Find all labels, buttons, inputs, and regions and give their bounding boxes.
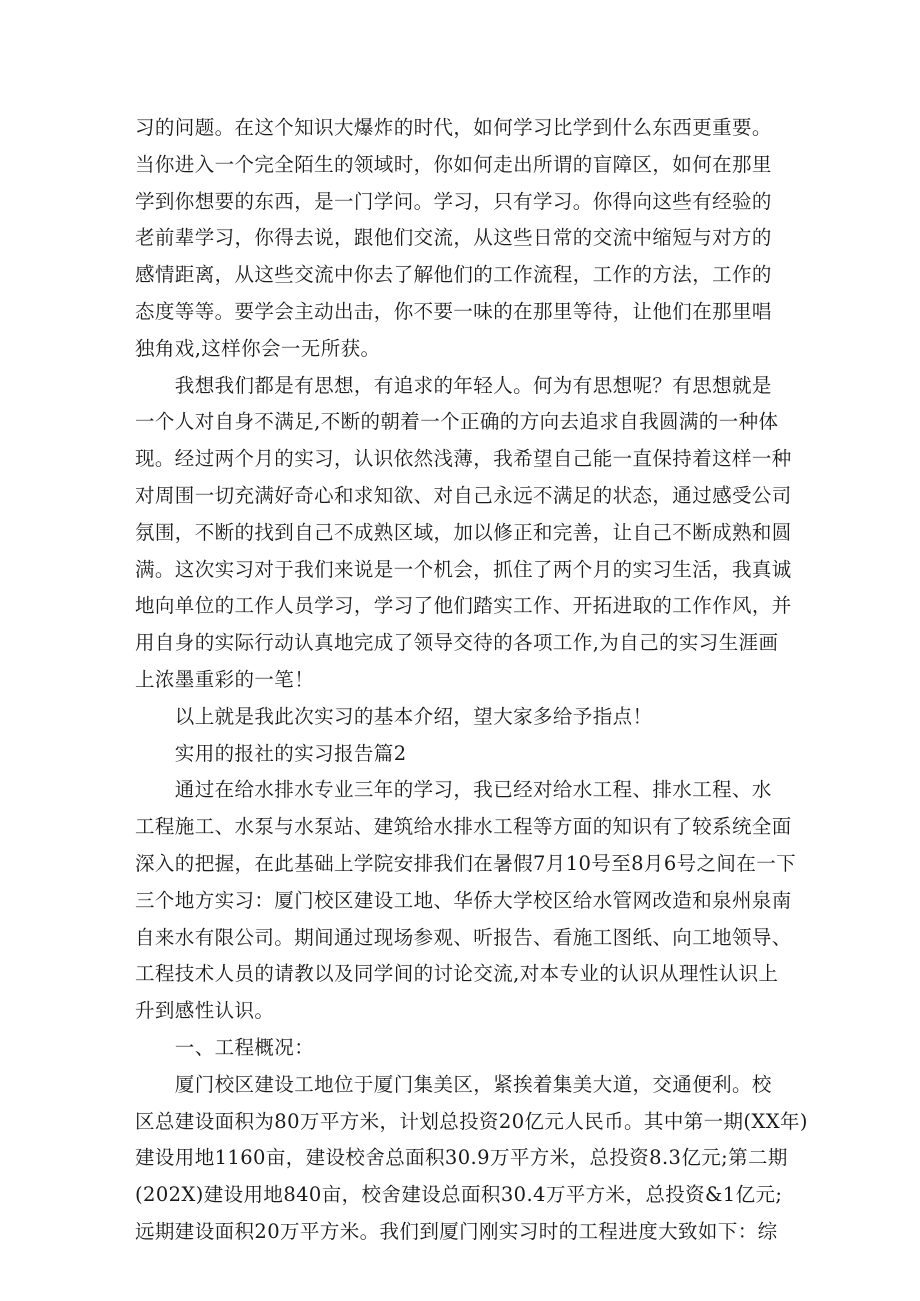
text-line: (202X)建设用地840亩，校舍建设总面积30.4万平方米，总投资&1亿元; [135, 1183, 783, 1207]
text-line: 老前辈学习，你得去说，跟他们交流，从这些日常的交流中缩短与对方的 [135, 226, 772, 250]
text-line: 自来水有限公司。期间通过现场参观、听报告、看施工图纸、向工地领导、 [135, 925, 792, 949]
text-line: 上浓墨重彩的一笔！ [135, 667, 315, 691]
text-line: 远期建设面积20万平方米。我们到厦门刚实习时的工程进度大致如下：综 [135, 1219, 778, 1243]
text-line: 区总建设面积为80万平方米，计划总投资20亿元人民币。其中第一期(XX年) [135, 1109, 808, 1133]
text-line: 独角戏,这样你会一无所获。 [135, 336, 381, 360]
text-line: 当你进入一个完全陌生的领域时，你如何走出所谓的盲障区，如何在那里 [135, 152, 772, 176]
text-line: 升到感性认识。 [135, 999, 275, 1023]
text-line: 感情距离，从这些交流中你去了解他们的工作流程，工作的方法，工作的 [135, 263, 772, 287]
text-line: 满。这次实习对于我们来说是一个机会，抓住了两个月的实习生活，我真诚 [135, 557, 792, 581]
text-line: 态度等等。要学会主动出击，你不要一味的在那里等待，让他们在那里唱 [135, 299, 772, 323]
text-line: 三个地方实习：厦门校区建设工地、华侨大学校区给水管网改造和泉州泉南 [135, 888, 792, 912]
text-line: 习的问题。在这个知识大爆炸的时代，如何学习比学到什么东西更重要。 [135, 116, 772, 139]
text-line: 我想我们都是有思想，有追求的年轻人。何为有思想呢？有思想就是 [135, 373, 772, 397]
text-line: 用自身的实际行动认真地完成了领导交待的各项工作,为自己的实习生涯画 [135, 631, 779, 655]
text-line: 地向单位的工作人员学习，学习了他们踏实工作、开拓进取的工作作风，并 [135, 594, 792, 618]
text-line: 以上就是我此次实习的基本介绍，望大家多给予指点！ [135, 704, 653, 728]
subsection-heading: 一、工程概况： [135, 1035, 315, 1059]
text-line: 学到你想要的东西，是一门学问。学习，只有学习。你得向这些有经验的 [135, 189, 772, 213]
text-line: 厦门校区建设工地位于厦门集美区，紧挨着集美大道，交通便利。校 [135, 1072, 772, 1096]
text-line: 氛围，不断的找到自己不成熟区域，加以修正和完善，让自己不断成熟和圆 [135, 520, 792, 544]
text-line: 建设用地1160亩，建设校舍总面积30.9万平方米，总投资8.3亿元;第二期 [135, 1146, 788, 1170]
text-line: 深入的把握，在此基础上学院安排我们在暑假7月10号至8月6号之间在一下 [135, 851, 797, 875]
text-line: 一个人对自身不满足,不断的朝着一个正确的方向去追求自我圆满的一种体 [135, 410, 779, 434]
section-heading: 实用的报社的实习报告篇2 [135, 741, 407, 765]
document-body [135, 110, 808, 1251]
text-line: 通过在给水排水专业三年的学习，我已经对给水工程、排水工程、水 [135, 778, 772, 802]
text-line: 工程施工、水泵与水泵站、建筑给水排水工程等方面的知识有了较系统全面 [135, 815, 792, 839]
text-line: 工程技术人员的请教以及同学间的讨论交流,对本专业的认识从理性认识上 [135, 962, 779, 986]
text-line: 现。经过两个月的实习，认识依然浅薄，我希望自己能一直保持着这样一种 [135, 447, 792, 471]
text-line: 对周围一切充满好奇心和求知欲、对自己永远不满足的状态，通过感受公司 [135, 483, 792, 507]
